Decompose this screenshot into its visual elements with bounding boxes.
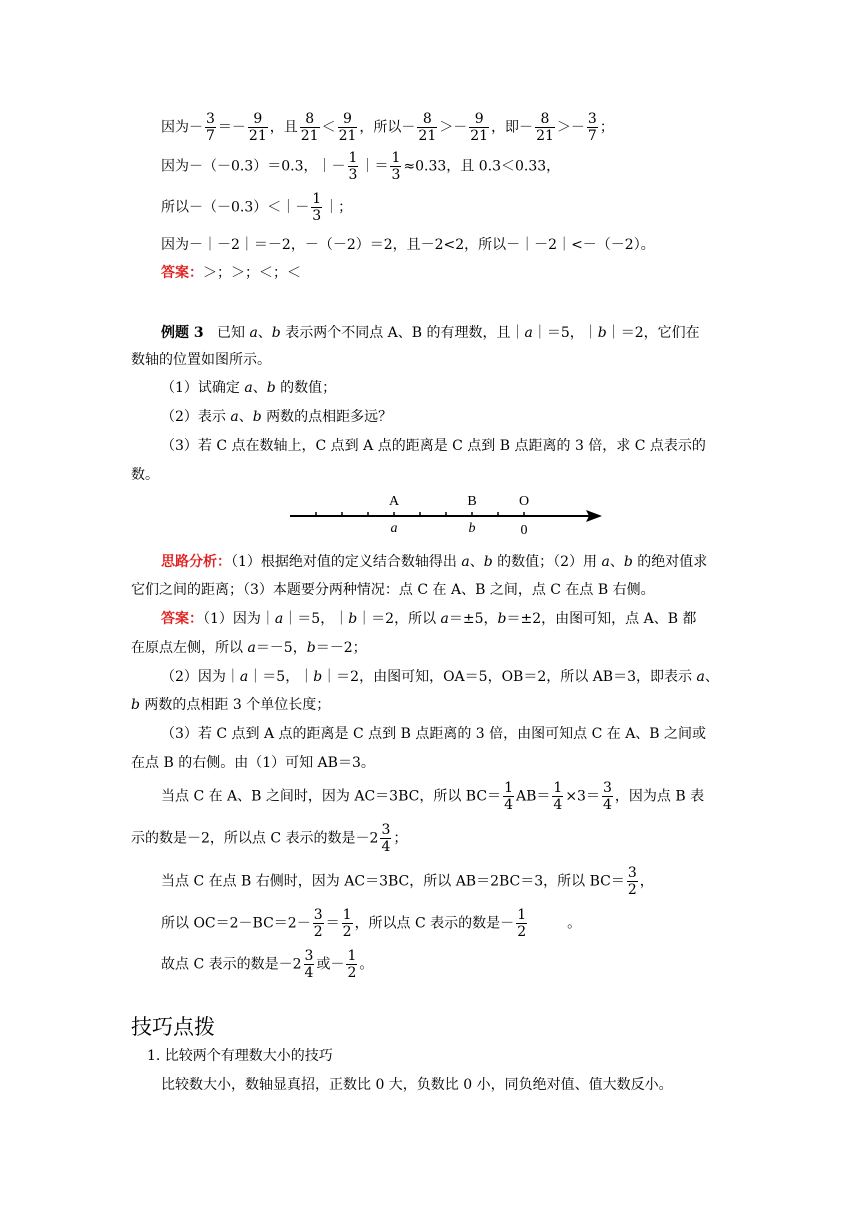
value-label-b: b — [468, 521, 476, 536]
fraction: $\frac{3}{2}$ — [627, 865, 637, 898]
example3-line-1: 例题 3 已知 a、b 表示两个不同点 A、B 的有理数，且｜a｜＝5，｜b｜＝2，它们在 — [161, 325, 700, 341]
analysis-line-1: 思路分析：（1）根据绝对值的定义结合数轴得出 a、b 的数值；（2）用 a、b 的绝对值求 — [161, 554, 708, 570]
text: 因为－ — [161, 119, 203, 136]
comparison-line-2 — [161, 150, 560, 183]
answer-line — [161, 263, 301, 283]
answer-label: 答案： — [161, 265, 203, 281]
section-heading: 技巧点拨 — [131, 1015, 215, 1039]
question-1: （1）试确定 a、b 的数值； — [161, 380, 337, 396]
fraction: $\frac{1}{3}$ — [312, 191, 322, 224]
fraction: $\frac{9}{21}$ — [248, 111, 267, 144]
fraction: $\frac{8}{21}$ — [418, 111, 437, 144]
text: ＞－ — [556, 119, 585, 136]
text: ｜＝ — [360, 158, 389, 175]
fraction: $\frac{3}{4}$ — [304, 948, 314, 981]
solution-label: 答案： — [161, 611, 203, 627]
fraction: $\frac{1}{2}$ — [347, 948, 357, 981]
solution-line-6: 在点 B 的右侧。由（1）可知 AB＝3。 — [131, 755, 375, 771]
fraction: $\frac{1}{3}$ — [348, 150, 358, 183]
example-title: 例题 3 — [161, 325, 204, 341]
text: ＞－ — [439, 119, 468, 136]
fraction: $\frac{1}{2}$ — [342, 907, 352, 940]
comparison-line-3 — [161, 191, 352, 224]
fraction: $\frac{8}{21}$ — [300, 111, 319, 144]
example3-line-2: 数轴的位置如图所示。 — [131, 352, 271, 368]
text: ，所以－ — [359, 119, 416, 136]
analysis-line-2: 它们之间的距离；（3）本题要分两种情况：点 C 在 A、B 之间，点 C 在点 B 右侧。 — [131, 582, 655, 598]
text: ｜； — [324, 199, 353, 216]
solution-line-4: b 两数的点相距 3 个单位长度； — [131, 697, 331, 713]
text: ＝－ — [217, 119, 246, 136]
solution-line-1: 答案：（1）因为｜a｜＝5，｜b｜＝2，所以 a＝±5，b＝±2，由图可知，点 A、B 都 — [161, 611, 697, 627]
fraction: $\frac{9}{21}$ — [470, 111, 489, 144]
text: 因为－（－0.3）＝0.3，｜－ — [161, 158, 346, 175]
conclusion-line: 故点 C 表示的数是－2 $\frac{3}{4}$ 或－ $\frac{1}{2}$ 。 — [161, 948, 374, 981]
tip-item-1-text: 比较数大小，数轴显真招，正数比 0 大，负数比 0 小，同负绝对值、值大数反小。 — [161, 1077, 673, 1093]
fraction: $\frac{3}{7}$ — [587, 111, 597, 144]
value-label-a: a — [390, 521, 398, 536]
question-3: （3）若 C 点在数轴上，C 点到 A 点的距离是 C 点到 B 点距离的 3 倍，求 C 点表示的 — [161, 438, 706, 454]
text: ； — [599, 119, 614, 136]
case-2-line-1: 当点 C 在点 B 右侧时，因为 AC＝3BC，所以 AB＝2BC＝3，所以 BC＝ $\frac{3}{2}$ ， — [161, 865, 654, 898]
case-1-line-1: 当点 C 在 A、B 之间时，因为 AC＝3BC，所以 BC＝ $\frac{1}{4}$ AB＝ $\frac{1}{4}$ ×3＝ $\frac{3}{4}$ ，因为点 B 表 — [161, 780, 705, 813]
point-label-B: B — [467, 494, 477, 509]
solution-line-3: （2）因为｜a｜＝5，｜b｜＝2，由图可知，OA＝5，OB＝2，所以 AB＝3，即表示 a、 — [161, 669, 719, 685]
text: ，即－ — [491, 119, 534, 136]
value-label-0: 0 — [520, 523, 528, 538]
fraction: $\frac{1}{3}$ — [391, 150, 401, 183]
question-2: （2）表示 a、b 两数的点相距多远？ — [161, 409, 393, 425]
comparison-line-4: 因为－｜－2｜＝－2，－（－2）＝2，且－2<2，所以－｜－2｜<－（－2）。 — [161, 237, 655, 253]
text: ＜ — [321, 119, 336, 136]
solution-line-5: （3）若 C 点到 A 点的距离是 C 点到 B 点距离的 3 倍，由图可知点 C 在 A、B 之间或 — [161, 726, 707, 742]
comparison-line-1 — [161, 111, 614, 144]
question-3-cont: 数。 — [131, 467, 159, 483]
fraction: $\frac{8}{21}$ — [536, 111, 554, 144]
fraction: $\frac{1}{4}$ — [504, 780, 513, 813]
fraction: $\frac{3}{4}$ — [381, 822, 391, 855]
text: ≈0.33，且 0.3＜0.33， — [403, 158, 561, 175]
number-line-figure — [280, 490, 610, 540]
case-1-line-2: 示的数是－2，所以点 C 表示的数是－2 $\frac{3}{4}$ ； — [131, 822, 408, 855]
point-label-A: A — [388, 494, 400, 509]
fraction: $\frac{3}{2}$ — [313, 907, 323, 940]
fraction: $\frac{3}{7}$ — [206, 111, 215, 144]
fraction: $\frac{3}{4}$ — [602, 780, 612, 813]
answer-text: ＞；＞；＜；＜ — [203, 265, 301, 281]
fraction: $\frac{1}{2}$ — [517, 907, 527, 940]
analysis-label: 思路分析： — [161, 554, 231, 570]
tip-item-1: 1. 比较两个有理数大小的技巧 — [147, 1048, 333, 1064]
fraction: $\frac{9}{21}$ — [338, 111, 357, 144]
fraction: $\frac{1}{4}$ — [553, 780, 563, 813]
point-label-O: O — [518, 494, 530, 509]
text: ，且 — [269, 119, 298, 136]
case-2-line-2: 所以 OC＝2－BC＝2－ $\frac{3}{2}$ ＝ $\frac{1}{2}$ ，所以点 C 表示的数是－ $\frac{1}{2}$ 。 — [161, 907, 582, 940]
solution-line-2: 在原点左侧，所以 a＝－5，b＝－2； — [131, 640, 367, 656]
text: 所以－（－0.3）＜｜－ — [161, 199, 310, 216]
